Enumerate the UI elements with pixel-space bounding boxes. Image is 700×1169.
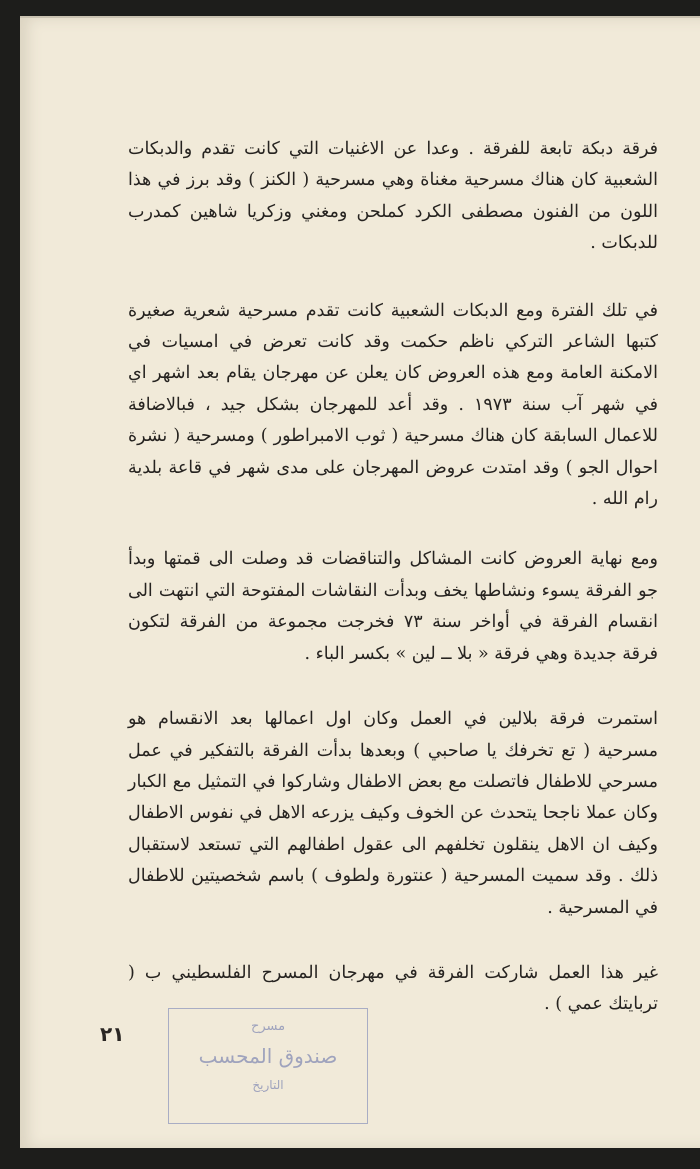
paragraph-2: في تلك الفترة ومع الدبكات الشعبية كانت تقدم مسرحية شعرية صغيرة كتبها الشاعر التركي ناظم حكمت وقد كانت تعرض في امسيات في الامكنة العامة ومع هذه العروض كان يعلن عن مهرجان يقام بعد اشهر اي في شهر آب سنة ١٩٧٣ . وقد أعد للمهرجان بشكل جيد ، فبالاضافة للاعمال السابقة كان هناك مسرحية ( ثوب الامبراطور ) ومسرحية ( نشرة احوال الجو ) وقد امتدت عروض المهرجان على مدى شهر في قاعة بلدية رام الله . — [128, 300, 658, 510]
page-number: ٢١ — [100, 1022, 125, 1046]
stamp-line-1: مسرح — [250, 1019, 286, 1034]
stamp-line-2: صندوق المحسب — [198, 1044, 338, 1068]
stamp-line-3: التاريخ — [252, 1078, 284, 1092]
paragraph-1: فرقة دبكة تابعة للفرقة . وعدا عن الاغنيات التي كانت تقدم والدبكات الشعبية كان هناك مسرحية مغناة وهي مسرحية ( الكنز ) وقد برز في هذا اللون من الفنون مصطفى الكرد كملحن ومغني وزكريا شاهين كمدرب للدبكات . — [128, 139, 658, 254]
body-text — [128, 130, 658, 1021]
paragraph-4: استمرت فرقة بلالين في العمل وكان اول اعمالها بعد الانقسام هو مسرحية ( تع تخرفك يا صاحبي ) وبعدها بدأت الفرقة بالتفكير في عمل مسرحي للاطفال فاتصلت مع بعض الاطفال وشاركوا في التمثيل مع الكبار وكان عملا ناجحا يتحدث عن الخوف وكيف يزرعه الاهل في نفوس الاطفال وكيف ان الاهل ينقلون تخلفهم الى عقول اطفالهم التي تستعد لاستقبال ذلك . وقد سميت المسرحية ( عنتورة ولطوف ) باسم شخصيتين للاطفال في المسرحية . — [128, 709, 658, 918]
paragraph-5: غير هذا العمل شاركت الفرقة في مهرجان المسرح الفلسطيني ب ( تربايتك عمي ) . — [128, 962, 658, 1015]
paragraph-3: ومع نهاية العروض كانت المشاكل والتناقضات قد وصلت الى قمتها وبدأ جو الفرقة يسوء ونشاطها يخف وبدأت النقاشات المفتوحة التي انتهت الى انقسام الفرقة في أواخر سنة ٧٣ فخرجت مجموعة من الفرقة لتكون فرقة جديدة وهي فرقة « بلا ــ لين » بكسر الباء . — [128, 549, 658, 664]
book-page — [20, 16, 700, 1148]
library-stamp — [168, 1008, 368, 1124]
